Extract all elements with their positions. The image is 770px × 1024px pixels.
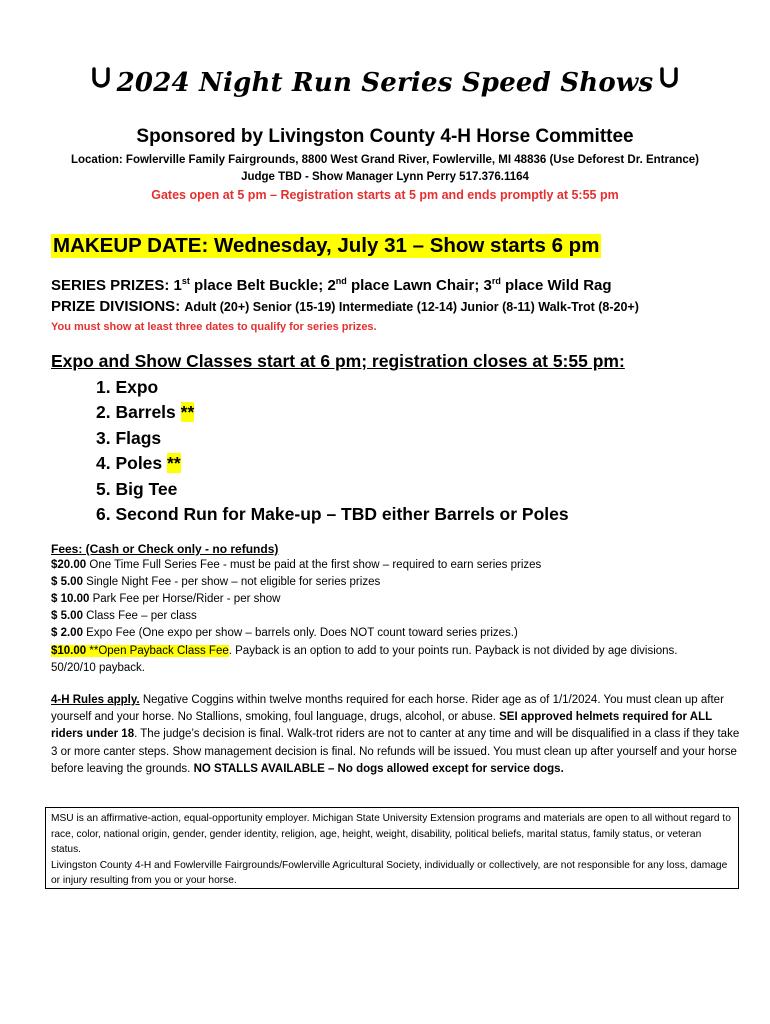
fees-heading: Fees: (Cash or Check only - no refunds) [51,542,279,556]
location-line: Location: Fowlerville Family Fairgrounds, 8800 West Grand River, Fowlerville, MI 48836 (Use Deforest Dr. Entrance) [70,154,699,166]
fee-row: $ 5.00 Single Night Fee - per show – not eligible for series prizes [51,576,381,588]
liability-statement: Livingston County 4-H and Fowlerville Fairgrounds/Fowlerville Agricultural Society, individually or collectively, are not responsible for any loss, damage or injury resulting from you or your horse. [51,859,728,886]
class-item: 3. Flags [96,428,162,448]
prize-divisions: PRIZE DIVISIONS: Adult (20+) Senior (15-19) Intermediate (12-14) Junior (8-11) Walk-Trot (8-20+) [51,298,639,315]
series-requirement: You must show at least three dates to qualify for series prizes. [51,321,377,333]
gates-line: Gates open at 5 pm – Registration starts at 5 pm and ends promptly at 5:55 pm [151,188,619,202]
title-row [0,68,770,99]
class-item: 4. Poles ** [96,453,181,473]
series-prizes: SERIES PRIZES: 1st place Belt Buckle; 2nd place Lawn Chair; 3rd place Wild Rag [51,276,612,294]
fee-row: $20.00 One Time Full Series Fee - must be paid at the first show – required to earn series prizes [51,559,542,571]
payback-split: 50/20/10 payback. [51,662,145,674]
fee-row: $ 10.00 Park Fee per Horse/Rider - per show [51,593,281,605]
rules-paragraph: 4-H Rules apply. Negative Coggins within twelve months required for each horse. Rider age as of 1/1/2024. You must clean up after yourself and your horse. No Stallions, smoking, foul language, drugs, alcohol, or abuse. SEI approved helmets required for ALL riders under 18. The judge’s decision is final. Walk-trot riders are not to canter at any time and will be disqualified in a class if they take 3 or more canter steps. Show management decision is final. No refunds will be issued. You must clean up after yourself and your horse before leaving the grounds. NO STALLS AVAILABLE – No dogs allowed except for service dogs. [51,694,740,775]
makeup-date: MAKEUP DATE: Wednesday, July 31 – Show starts 6 pm [53,234,600,257]
class-item: 5. Big Tee [96,479,178,499]
payback-marker: ** [167,453,181,473]
page-title: 2024 Night Run Series Speed Shows [116,68,654,98]
msu-statement: MSU is an affirmative-action, equal-opportunity employer. Michigan State University Extension programs and materials are open to all without regard to race, color, national origin, gender, gender identity, religion, age, height, weight, disability, political beliefs, marital status, family status, or veteran status. [51,813,731,855]
class-item: 1. Expo [96,377,159,397]
class-item: 2. Barrels ** [96,402,195,422]
payback-marker: ** [180,402,195,422]
class-item: 6. Second Run for Make-up – TBD either Barrels or Poles [96,504,569,524]
fee-row: $ 5.00 Class Fee – per class [51,610,197,622]
classes-heading: Expo and Show Classes start at 6 pm; registration closes at 5:55 pm: [51,351,625,371]
horseshoe-icon [659,66,679,96]
fee-row: $ 2.00 Expo Fee (One expo per show – barrels only. Does NOT count toward series prizes.) [51,627,518,639]
sponsor-line: Sponsored by Livingston County 4-H Horse Committee [136,126,634,147]
judge-line: Judge TBD - Show Manager Lynn Perry 517.376.1164 [241,171,529,183]
horseshoe-icon [91,66,111,96]
payback-fee-row: $10.00 **Open Payback Class Fee. Payback is an option to add to your points run. Payback is not divided by age divisions. [51,645,678,657]
disclaimer-box [45,807,739,889]
